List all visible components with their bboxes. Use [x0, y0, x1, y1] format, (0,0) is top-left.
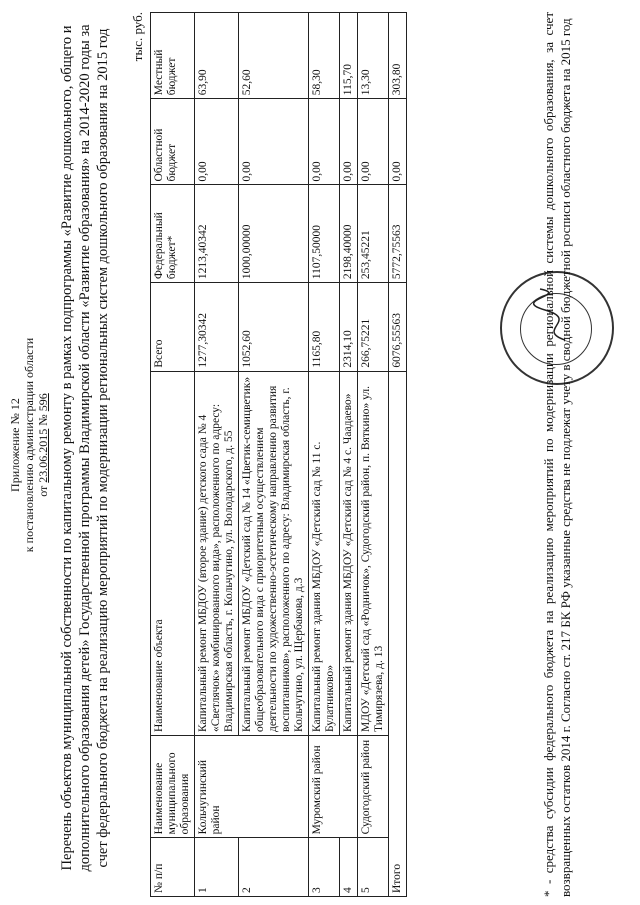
table-cell: 0,00 [309, 99, 340, 185]
table-cell: 6076,55563 [389, 283, 407, 372]
appendix-header [8, 285, 50, 605]
appendix-line1: Приложение № 12 [8, 398, 22, 492]
document-title: Перечень объектов муниципальной собственности по капитальному ремонту в рамках подпрограммы «Развитие дошкольного, общего и дополнительного образования детей» Государственной программы Владимирской области «Развитие образования» на 2014-2020 годы за счет федерального бюджета на реализацию мероприятий по модернизации региональных систем дошкольного образования на 2015 год [59, 24, 111, 872]
table-cell: 1000,00000 [239, 185, 309, 283]
header-cell: Всего [151, 283, 195, 372]
table-cell: 0,00 [340, 99, 358, 185]
table-header-row [151, 13, 195, 897]
table-cell: МДОУ «Детский сад «Родничок», Судогодский район, п. Вяткино» ул. Тимирязева, д. 13 [358, 371, 389, 735]
table-cell: 1213,40342 [195, 185, 239, 283]
table-row [358, 13, 389, 897]
table-cell: 1052,60 [239, 283, 309, 372]
table-cell: 1165,80 [309, 283, 340, 372]
table-cell: Капитальный ремонт МБДОУ (второе здание) детского сада № 4 «Светлячок» комбинированного вида», расположенного по адресу: Владимирская область, г. Кольчугино, ул. Володарского, д. 55 [195, 371, 239, 735]
table-cell: 3 [309, 838, 340, 897]
table-cell: 303,80 [389, 13, 407, 99]
table-cell: 2198,40000 [340, 185, 358, 283]
table-cell: 2 [239, 838, 309, 897]
table-cell: 5772,75563 [389, 185, 407, 283]
table-cell: 2314,10 [340, 283, 358, 372]
table-cell: 1107,50000 [309, 185, 340, 283]
table-cell: 0,00 [358, 99, 389, 185]
table-cell: Капитальный ремонт МБДОУ «Детский сад № 14 «Цветик-семицветик» общеобразовательного вида с приоритетным осуществлением деятельности по художественно-эстетическому направлению развития воспитанников», расположенного по адресу: Владимирская область, г. Кольчугино, ул. Щербакова, д.3 [239, 371, 309, 735]
table-cell: 0,00 [195, 99, 239, 185]
table-cell: 52,60 [239, 13, 309, 99]
table-cell: Итого [389, 371, 407, 896]
table-row [309, 13, 340, 897]
table-cell: 0,00 [389, 99, 407, 185]
appendix-line2: к постановлению администрации области [22, 337, 36, 553]
table-cell: 58,30 [309, 13, 340, 99]
header-cell: Местный бюджет [151, 13, 195, 99]
header-cell: № п/п [151, 838, 195, 897]
table-cell: 115,70 [340, 13, 358, 99]
table-cell: 1277,30342 [195, 283, 239, 372]
appendix-number: 596 [36, 393, 50, 412]
table-cell: 266,75221 [358, 283, 389, 372]
table-cell: 253,45221 [358, 185, 389, 283]
table-cell: 4 [340, 838, 358, 897]
appendix-date: 23.06.2015 [36, 428, 50, 483]
table-cell: Капитальный ремонт здания МБДОУ «Детский сад № 4 с. Чаадаево» [340, 371, 358, 735]
header-cell: Федеральный бюджет* [151, 185, 195, 283]
table-cell: 63,90 [195, 13, 239, 99]
objects-table [150, 12, 407, 897]
table-cell: 13,30 [358, 13, 389, 99]
unit-label: тыс. руб. [130, 12, 145, 62]
table-cell: Муромский район [309, 736, 358, 838]
header-cell: Наименование муниципального образования [151, 736, 195, 838]
header-cell: Наименование объекта [151, 371, 195, 735]
table-cell: Кольчугинский район [195, 736, 309, 838]
table-row [195, 13, 239, 897]
table-cell: Капитальный ремонт здания МБДОУ «Детский сад № 11 с. Булатниково» [309, 371, 340, 735]
table-cell: 5 [358, 838, 389, 897]
table-cell: Судогодский район [358, 736, 389, 838]
table-cell: 1 [195, 838, 239, 897]
header-cell: Областной бюджет [151, 99, 195, 185]
footnote: * - средства субсидии федерального бюджета на реализацию мероприятий по модернизации региональной системы дошкольного образования, за счет возвращенных остатков 2014 г. Согласно ст. 217 БК РФ указанные средства не подлежат учету в сводной бюджетной росписи областного бюджета на 2015 год [541, 12, 573, 897]
table-total-row [389, 13, 407, 897]
appendix-line3: от 23.06.2015 № 596 [36, 393, 50, 497]
table-cell: 0,00 [239, 99, 309, 185]
